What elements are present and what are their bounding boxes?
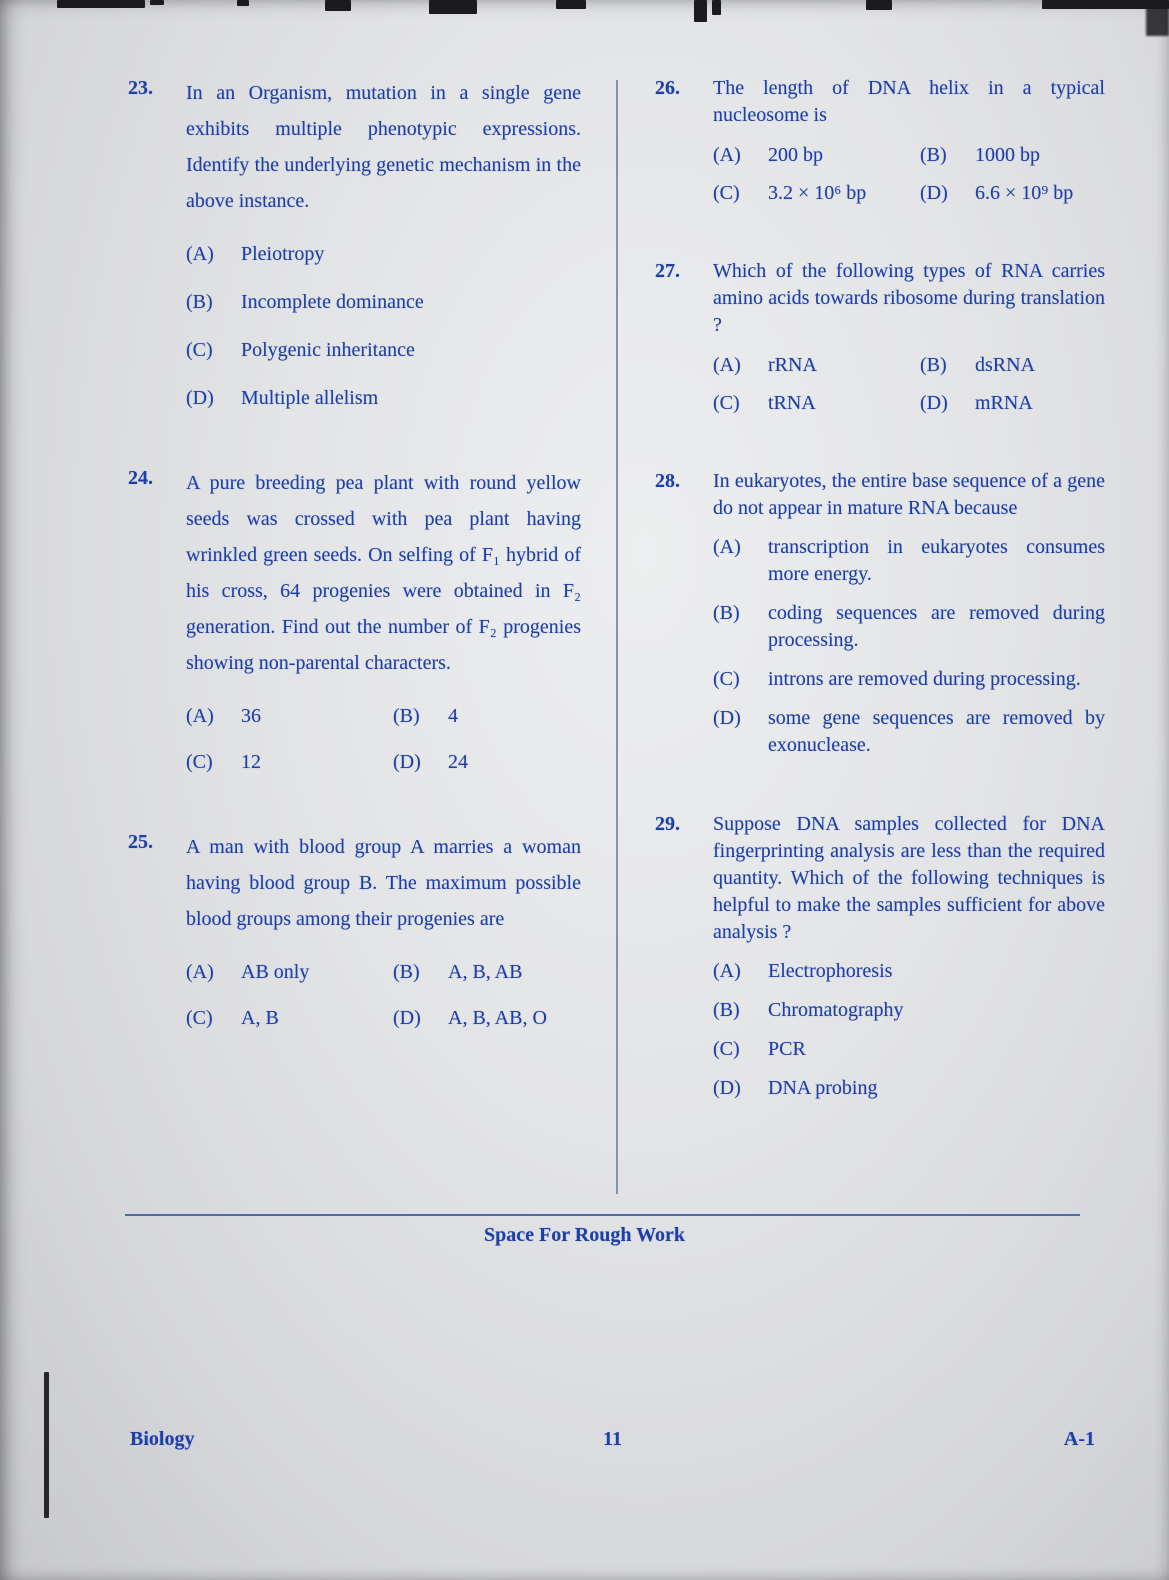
option-letter: (D) — [920, 182, 948, 204]
option-a — [713, 958, 1105, 985]
option-letter: (C) — [713, 668, 740, 690]
question-number: 23. — [128, 77, 153, 99]
question-number: 25. — [128, 831, 153, 853]
option-d — [713, 1075, 1105, 1102]
option-letter: (B) — [920, 144, 947, 166]
option-letter: (D) — [393, 1007, 421, 1029]
option-label: 6.6 × 10⁹ bp — [975, 182, 1074, 204]
option-letter: (B) — [393, 705, 420, 727]
footer-subject: Biology — [130, 1428, 195, 1450]
option-letter: (C) — [713, 182, 740, 204]
option-b — [920, 142, 1105, 168]
scan-artifact — [429, 0, 477, 14]
option-label: Chromatography — [768, 999, 904, 1021]
question-26 — [655, 75, 1105, 206]
option-a — [713, 534, 1105, 588]
page-footer — [0, 1428, 1169, 1451]
option-letter: (A) — [186, 961, 214, 983]
question-text: The length of DNA helix in a typical nucleosome is — [713, 77, 1105, 126]
options — [186, 959, 581, 1031]
option-letter: (A) — [186, 705, 214, 727]
option-a — [713, 352, 920, 378]
option-letter: (B) — [713, 602, 740, 624]
option-d — [393, 1005, 581, 1031]
question-text: A pure breeding pea plant with round yellow seeds was crossed with pea plant having wrinkled green seeds. On selfing of F₁ hybrid of his cross, 64 progenies were obtained in F₂ generation. Find out the number of F₂ progenies showing non-parental characters. — [186, 472, 581, 674]
option-letter: (A) — [713, 536, 741, 558]
option-letter: (B) — [920, 354, 947, 376]
option-letter: (A) — [713, 144, 741, 166]
option-letter: (C) — [186, 339, 213, 361]
question-text: Which of the following types of RNA carries amino acids towards ribosome during translation ? — [713, 260, 1105, 336]
option-label: DNA probing — [768, 1077, 878, 1099]
option-label: Incomplete dominance — [241, 291, 424, 313]
option-label: introns are removed during processing. — [768, 668, 1081, 690]
scan-artifact — [712, 0, 721, 15]
option-letter: (D) — [186, 387, 214, 409]
column-divider — [616, 80, 618, 1194]
option-label: 24 — [448, 751, 468, 773]
option-label: A, B, AB, O — [448, 1007, 547, 1029]
option-d — [713, 705, 1105, 759]
option-b — [920, 352, 1105, 378]
question-text: Suppose DNA samples collected for DNA fingerprinting analysis are less than the required quantity. Which of the following techniques is helpful to make the samples sufficient for above analysis ? — [713, 813, 1105, 943]
option-letter: (B) — [393, 961, 420, 983]
rough-work-divider — [125, 1214, 1080, 1216]
option-letter: (A) — [713, 960, 741, 982]
option-d — [186, 385, 581, 411]
footer-page-number: 11 — [603, 1428, 622, 1450]
footer-set-code: A-1 — [1063, 1428, 1095, 1450]
option-letter: (B) — [713, 999, 740, 1021]
question-29 — [655, 811, 1105, 1102]
option-label: Multiple allelism — [241, 387, 379, 409]
options — [713, 534, 1105, 759]
option-label: 3.2 × 10⁶ bp — [768, 182, 867, 204]
options — [713, 142, 1105, 206]
option-label: coding sequences are removed during processing. — [768, 602, 1105, 651]
option-letter: (B) — [186, 291, 213, 313]
option-label: PCR — [768, 1038, 806, 1060]
scan-artifact — [237, 0, 249, 6]
options — [713, 958, 1105, 1102]
option-b — [393, 703, 581, 729]
option-b — [393, 959, 581, 985]
option-label: A, B — [241, 1007, 279, 1029]
option-d — [393, 749, 581, 775]
option-b — [713, 600, 1105, 654]
option-label: 12 — [241, 751, 261, 773]
option-label: rRNA — [768, 354, 817, 376]
question-number: 27. — [655, 260, 680, 282]
option-letter: (D) — [713, 707, 741, 729]
option-a — [186, 703, 393, 729]
question-24 — [128, 465, 581, 775]
option-a — [186, 241, 581, 267]
option-label: 200 bp — [768, 144, 823, 166]
option-a — [713, 142, 920, 168]
question-27 — [655, 258, 1105, 416]
option-letter: (A) — [713, 354, 741, 376]
question-28 — [655, 468, 1105, 759]
options — [186, 241, 581, 411]
question-text: In eukaryotes, the entire base sequence of a gene do not appear in mature RNA because — [713, 470, 1105, 519]
option-c — [713, 666, 1105, 693]
scan-artifact — [57, 0, 145, 8]
option-letter: (C) — [186, 751, 213, 773]
scan-artifact — [325, 0, 351, 11]
right-column — [655, 75, 1105, 1102]
option-label: mRNA — [975, 392, 1033, 414]
option-a — [186, 959, 393, 985]
option-letter: (A) — [186, 243, 214, 265]
option-c — [186, 337, 581, 363]
left-column — [128, 75, 581, 1102]
option-label: AB only — [241, 961, 310, 983]
question-text: In an Organism, mutation in a single gene exhibits multiple phenotypic expressions. Identify the underlying genetic mechanism in the above instance. — [186, 82, 581, 212]
option-letter: (D) — [393, 751, 421, 773]
question-number: 24. — [128, 467, 153, 489]
option-label: Pleiotropy — [241, 243, 325, 265]
option-c — [186, 749, 393, 775]
scan-artifact — [150, 0, 164, 5]
option-b — [713, 997, 1105, 1024]
option-label: tRNA — [768, 392, 816, 414]
option-letter: (C) — [186, 1007, 213, 1029]
options — [186, 703, 581, 775]
question-25 — [128, 829, 581, 1031]
option-label: A, B, AB — [448, 961, 523, 983]
option-letter: (C) — [713, 392, 740, 414]
rough-work-label: Space For Rough Work — [484, 1224, 685, 1246]
scan-artifact — [694, 0, 707, 22]
options — [713, 352, 1105, 416]
option-c — [713, 180, 920, 206]
option-letter: (D) — [713, 1077, 741, 1099]
scan-artifact — [866, 0, 892, 10]
scan-artifact — [1146, 0, 1169, 36]
option-label: some gene sequences are removed by exonuclease. — [768, 707, 1105, 756]
question-text: A man with blood group A marries a woman having blood group B. The maximum possible blood groups among their progenies are — [186, 836, 581, 930]
scan-artifact — [556, 0, 586, 9]
option-label: 36 — [241, 705, 261, 727]
option-label: Polygenic inheritance — [241, 339, 415, 361]
question-number: 29. — [655, 813, 680, 835]
option-c — [713, 1036, 1105, 1063]
option-label: transcription in eukaryotes consumes more energy. — [768, 536, 1105, 585]
option-letter: (C) — [713, 1038, 740, 1060]
question-23 — [128, 75, 581, 411]
option-b — [186, 289, 581, 315]
option-label: 4 — [448, 705, 458, 727]
option-label: Electrophoresis — [768, 960, 893, 982]
option-c — [713, 390, 920, 416]
option-d — [920, 180, 1105, 206]
question-number: 28. — [655, 470, 680, 492]
option-label: dsRNA — [975, 354, 1036, 376]
option-d — [920, 390, 1105, 416]
option-c — [186, 1005, 393, 1031]
option-label: 1000 bp — [975, 144, 1040, 166]
option-letter: (D) — [920, 392, 948, 414]
question-number: 26. — [655, 77, 680, 99]
